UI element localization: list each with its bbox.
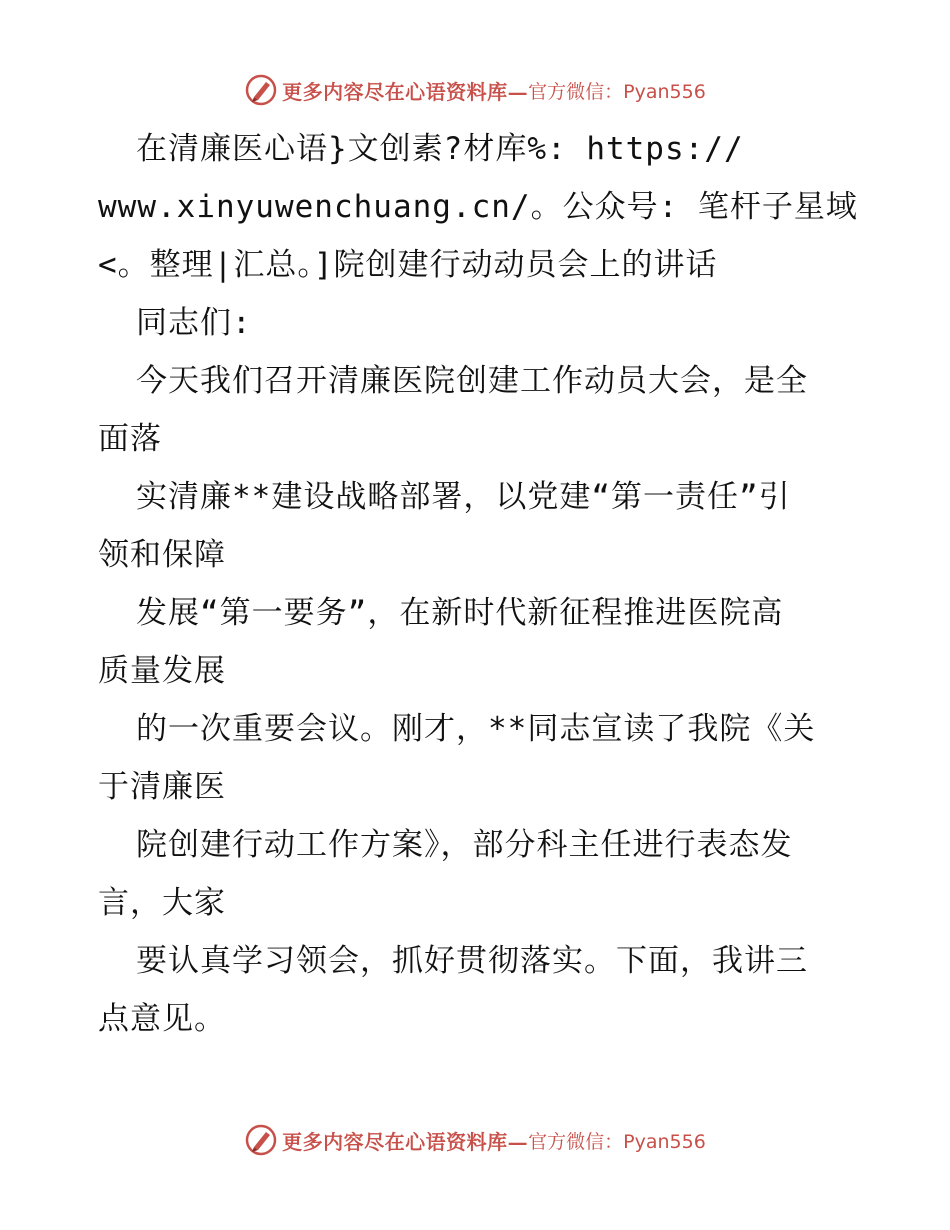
footer-watermark-banner [0,1120,950,1160]
text-line: 点意见。 [98,1001,226,1037]
text-line: www.xinyuwenchuang.cn/。公众号: 笔杆子星域 [98,189,858,225]
text-line: 今天我们召开清廉医院创建工作动员大会，是全 [136,363,808,399]
document-body [98,120,858,1048]
salutation: 同志们: [136,305,252,341]
pen-logo-icon [244,73,278,107]
text-line: 在清廉医心语}文创素?材库%: https:// [136,131,744,167]
text-line: 要认真学习领会，抓好贯彻落实。下面，我讲三 [136,943,808,979]
text-line: 实清廉**建设战略部署，以党建“第一责任”引 [136,479,791,515]
banner-contact: 官方微信：Pyan556 [528,80,706,103]
text-line: 面落 [98,421,162,457]
banner-text: 更多内容尽在心语资料库— [282,1129,529,1154]
text-line: 的一次重要会议。刚才，**同志宣读了我院《关 [136,711,816,747]
text-line: 领和保障 [98,537,226,573]
text-line: <。整理|汇总。]院创建行动动员会上的讲话 [98,247,718,283]
banner-text: 更多内容尽在心语资料库— [282,79,529,104]
text-line: 院创建行动工作方案》，部分科主任进行表态发 [136,827,793,863]
text-line: 发展“第一要务”，在新时代新征程推进医院高 [136,595,784,631]
text-line: 于清廉医 [98,769,226,805]
banner-contact: 官方微信：Pyan556 [528,1130,706,1153]
text-line: 质量发展 [98,653,226,689]
header-watermark-banner [0,70,950,110]
text-line: 言，大家 [98,885,226,921]
pen-logo-icon [244,1123,278,1157]
